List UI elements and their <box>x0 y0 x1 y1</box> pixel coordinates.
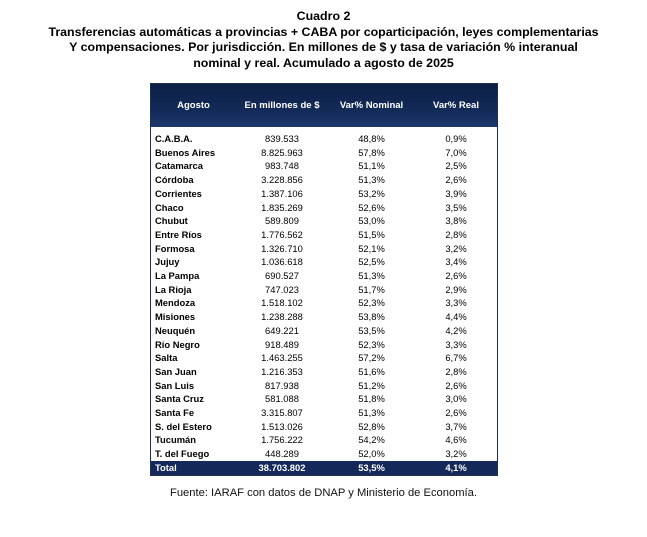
amount: 1.513.026 <box>261 420 303 432</box>
table-row <box>151 296 497 310</box>
table-row <box>151 338 497 352</box>
var-nominal: 48,8% <box>358 133 385 144</box>
province-name: Entre Ríos <box>155 228 202 240</box>
amount: 1.387.106 <box>261 187 303 199</box>
var-real: 4,4% <box>445 311 467 323</box>
var-nominal: 54,2% <box>358 434 385 446</box>
var-nominal: 57,2% <box>358 352 385 364</box>
var-nominal: 53,2% <box>358 187 385 199</box>
table-row <box>151 159 497 173</box>
province-name: Tucumán <box>155 434 196 446</box>
table-row <box>151 214 497 228</box>
province-name: Córdoba <box>155 174 194 186</box>
var-real: 3,5% <box>445 201 467 213</box>
var-real: 2,8% <box>445 365 467 377</box>
amount: 817.938 <box>265 379 299 391</box>
title-line-1: Cuadro 2 <box>296 9 351 23</box>
var-real: 2,6% <box>445 379 467 391</box>
total-var-nominal: 53,5% <box>358 461 385 473</box>
table-row <box>151 228 497 242</box>
table-row <box>151 132 497 146</box>
table-row <box>151 201 497 215</box>
total-var-real: 4,1% <box>445 461 467 473</box>
title-line-3: Y compensaciones. Por jurisdicción. En millones de $ y tasa de variación % interanual <box>69 40 578 55</box>
var-nominal: 51,3% <box>358 270 385 282</box>
var-nominal: 51,6% <box>358 365 385 377</box>
var-nominal: 51,3% <box>358 174 385 186</box>
var-real: 3,4% <box>445 256 467 268</box>
total-label: Total <box>155 461 177 473</box>
amount: 1.835.269 <box>261 201 303 213</box>
table-row <box>151 392 497 406</box>
var-real: 3,2% <box>445 448 467 460</box>
province-name: San Juan <box>155 365 197 377</box>
header-var-real: Var% Real <box>433 100 479 111</box>
var-nominal: 53,5% <box>358 324 385 336</box>
var-real: 2,6% <box>445 270 467 282</box>
var-real: 7,0% <box>445 146 467 158</box>
province-name: La Rioja <box>155 283 192 295</box>
var-nominal: 52,5% <box>358 256 385 268</box>
source-note: Fuente: IARAF con datos de DNAP y Ministerio de Economía. <box>170 487 477 499</box>
var-real: 2,5% <box>445 160 467 172</box>
amount: 1.518.102 <box>261 297 303 309</box>
province-name: S. del Estero <box>155 420 212 432</box>
amount: 839.533 <box>265 133 299 144</box>
var-nominal: 52,1% <box>358 242 385 254</box>
table-row <box>151 406 497 420</box>
table-row <box>151 351 497 365</box>
var-nominal: 52,3% <box>358 338 385 350</box>
var-real: 3,3% <box>445 338 467 350</box>
province-name: Santa Fe <box>155 407 195 419</box>
total-amount: 38.703.802 <box>258 461 306 473</box>
var-nominal: 51,7% <box>358 283 385 295</box>
title-line-4: nominal y real. Acumulado a agosto de 2025 <box>193 55 454 70</box>
province-name: Santa Cruz <box>155 393 204 405</box>
amount: 1.036.618 <box>261 256 303 268</box>
province-name: Corrientes <box>155 187 202 199</box>
province-name: T. del Fuego <box>155 448 210 460</box>
table-row <box>151 283 497 297</box>
table-row <box>151 173 497 187</box>
table-row <box>151 187 497 201</box>
table-row <box>151 255 497 269</box>
province-name: Jujuy <box>155 256 180 268</box>
table-row <box>151 433 497 447</box>
var-real: 3,0% <box>445 393 467 405</box>
amount: 1.238.288 <box>261 311 303 323</box>
var-real: 2,8% <box>445 228 467 240</box>
var-nominal: 51,3% <box>358 407 385 419</box>
table-title <box>0 9 647 71</box>
province-name: Río Negro <box>155 338 200 350</box>
header-amount: En millones de $ <box>244 100 320 111</box>
amount: 983.748 <box>265 160 299 172</box>
var-nominal: 57,8% <box>358 146 385 158</box>
province-name: Mendoza <box>155 297 196 309</box>
table-header-row <box>151 84 497 127</box>
amount: 3.228.856 <box>261 174 303 186</box>
var-real: 3,8% <box>445 215 467 227</box>
table-body <box>151 132 497 461</box>
var-real: 2,6% <box>445 174 467 186</box>
var-nominal: 51,5% <box>358 228 385 240</box>
amount: 918.489 <box>265 338 299 350</box>
province-name: C.A.B.A. <box>155 133 193 144</box>
var-real: 6,7% <box>445 352 467 364</box>
var-nominal: 51,1% <box>358 160 385 172</box>
amount: 3.315.807 <box>261 407 303 419</box>
transfers-table <box>151 84 497 475</box>
var-real: 0,9% <box>445 133 467 144</box>
var-nominal: 53,8% <box>358 311 385 323</box>
var-real: 4,6% <box>445 434 467 446</box>
var-real: 3,3% <box>445 297 467 309</box>
amount: 1.216.353 <box>261 365 303 377</box>
table-row <box>151 146 497 160</box>
header-var-nominal: Var% Nominal <box>339 100 404 111</box>
province-name: Chubut <box>155 215 188 227</box>
var-nominal: 52,0% <box>358 448 385 460</box>
province-name: Misiones <box>155 311 196 323</box>
title-line-2: Transferencias automáticas a provincias + CABA por coparticipación, leyes complementarias <box>48 24 599 39</box>
amount: 1.463.255 <box>261 352 303 364</box>
header-period: Agosto <box>177 100 210 111</box>
amount: 690.527 <box>265 270 299 282</box>
amount: 448.289 <box>265 448 299 460</box>
var-nominal: 51,2% <box>358 379 385 391</box>
table-row <box>151 310 497 324</box>
var-real: 3,7% <box>445 420 467 432</box>
table-row <box>151 324 497 338</box>
amount: 1.776.562 <box>261 228 303 240</box>
amount: 649.221 <box>265 324 299 336</box>
var-nominal: 53,0% <box>358 215 385 227</box>
table-row <box>151 420 497 434</box>
var-real: 3,2% <box>445 242 467 254</box>
table-row <box>151 365 497 379</box>
table-row <box>151 379 497 393</box>
province-name: San Luis <box>155 379 195 391</box>
province-name: La Pampa <box>155 270 200 282</box>
amount: 589.809 <box>265 215 299 227</box>
var-nominal: 51,8% <box>358 393 385 405</box>
table-row <box>151 269 497 283</box>
province-name: Buenos Aires <box>155 146 216 158</box>
var-nominal: 52,3% <box>358 297 385 309</box>
amount: 8.825.963 <box>261 146 303 158</box>
var-real: 4,2% <box>445 324 467 336</box>
province-name: Catamarca <box>155 160 203 172</box>
var-real: 2,9% <box>445 283 467 295</box>
province-name: Salta <box>155 352 178 364</box>
table-row <box>151 447 497 461</box>
var-nominal: 52,6% <box>358 201 385 213</box>
table-total-row <box>151 461 497 475</box>
province-name: Neuquén <box>155 324 196 336</box>
province-name: Chaco <box>155 201 184 213</box>
amount: 1.756.222 <box>261 434 303 446</box>
var-nominal: 52,8% <box>358 420 385 432</box>
table-row <box>151 242 497 256</box>
amount: 581.088 <box>265 393 299 405</box>
province-name: Formosa <box>155 242 195 254</box>
var-real: 2,6% <box>445 407 467 419</box>
amount: 1.326.710 <box>261 242 303 254</box>
var-real: 3,9% <box>445 187 467 199</box>
amount: 747.023 <box>265 283 299 295</box>
transfers-table-container <box>150 83 498 476</box>
